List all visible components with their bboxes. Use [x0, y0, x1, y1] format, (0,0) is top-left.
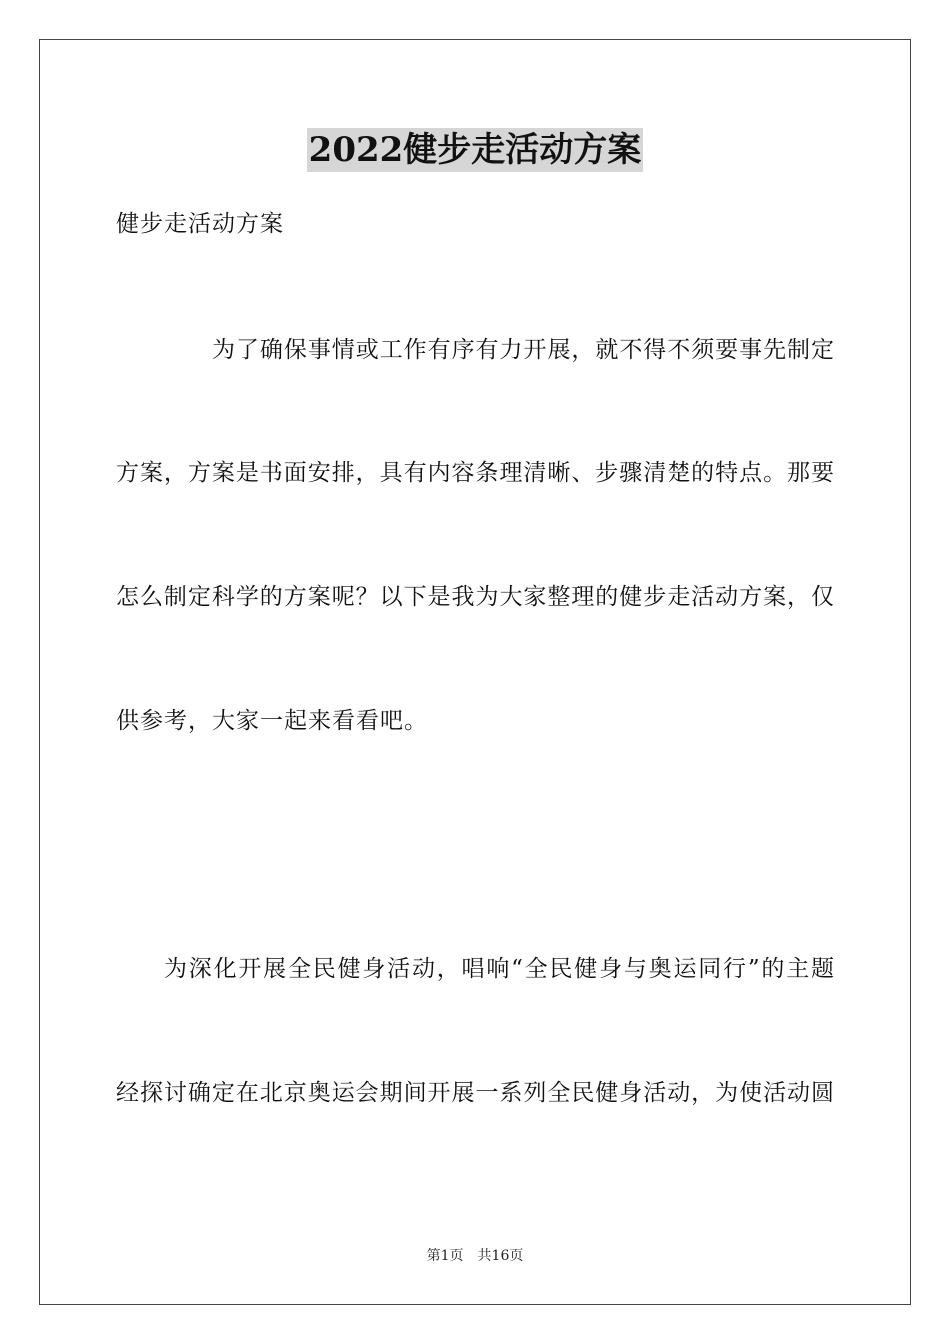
page-footer [0, 1246, 950, 1266]
paragraph2-line1: 为深化开展全民健身活动，唱响“全民健身与奥运同行”的主题 [164, 956, 834, 982]
paragraph2-line2: 经探讨确定在北京奥运会期间开展一系列全民健身活动，为使活动圆 [116, 1080, 834, 1106]
document-title [0, 128, 950, 178]
document-subtitle: 健步走活动方案 [116, 211, 284, 237]
paragraph1-line3: 怎么制定科学的方案呢？以下是我为大家整理的健步走活动方案，仅 [116, 584, 834, 610]
paragraph1-line2: 方案，方案是书面安排，具有内容条理清晰、步骤清楚的特点。那要 [116, 460, 834, 486]
document-title-text: 2022健步走活动方案 [308, 130, 642, 170]
page-total-label: 共16页 [477, 1248, 524, 1264]
paragraph1-line4: 供参考，大家一起来看看吧。 [116, 708, 428, 734]
page-number-label: 第1页 [426, 1248, 464, 1264]
paragraph1-line1: 为了确保事情或工作有序有力开展，就不得不须要事先制定 [212, 337, 834, 363]
